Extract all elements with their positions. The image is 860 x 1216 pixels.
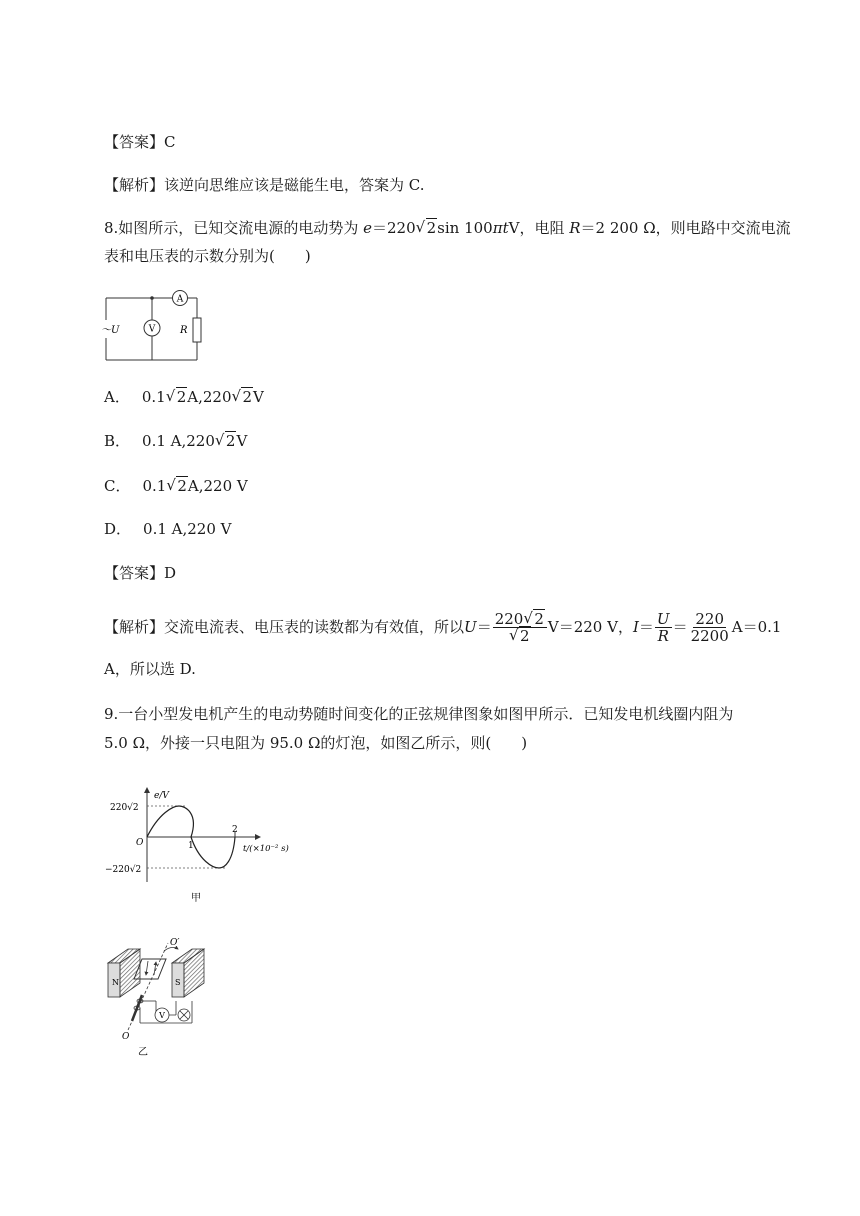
x-tick-1-label: 1 — [188, 841, 194, 851]
resistor-box — [193, 318, 201, 342]
graph-caption: 甲 — [191, 893, 201, 904]
fraction-numerator: 220 — [695, 609, 724, 628]
coil-current-arrow — [146, 961, 148, 975]
sqrt-value: 2 — [520, 626, 530, 645]
explanation-text: 该逆向思维应该是磁能生电，答案为 C. — [164, 176, 425, 194]
question-text: 5.0 Ω，外接一只电阻为 95.0 Ω的灯泡，如图乙所示，则( — [104, 734, 492, 752]
sqrt-value: 2 — [242, 388, 253, 406]
sqrt-symbol — [524, 611, 545, 627]
question-text: ) — [304, 247, 311, 265]
answer-value: C — [164, 133, 176, 151]
question-text: 9.一台小型发电机产生的电动势随时间变化的正弦规律图象如图甲所示．已知发电机线圈内阻为 — [104, 705, 734, 723]
fraction — [655, 611, 672, 644]
y-min-label: −220√2 — [105, 865, 142, 875]
explanation-text: A，所以选 D. — [104, 660, 196, 678]
option-text: V — [236, 432, 248, 450]
answer-value: D — [164, 564, 177, 582]
option-text: V — [253, 388, 264, 406]
explanation-8-line-2 — [104, 659, 196, 679]
sqrt-symbol — [510, 628, 531, 644]
answer-label: 【答案】 — [104, 564, 165, 582]
explanation-label: 【解析】 — [104, 176, 165, 194]
current-variable: I — [632, 618, 639, 636]
junction-dot — [150, 296, 154, 300]
sqrt-value: 2 — [176, 388, 187, 406]
option-a — [104, 387, 264, 407]
question-9-line-1 — [104, 704, 733, 724]
question-text: ) — [521, 734, 528, 752]
x-tick-2-label: 2 — [232, 825, 238, 835]
fraction-denominator — [507, 628, 533, 644]
option-b — [104, 431, 247, 451]
option-label: B． — [104, 432, 131, 450]
axis-bottom-label: O — [122, 1032, 130, 1042]
equation-part: V，电阻 — [508, 219, 570, 237]
fraction-numerator — [493, 611, 547, 628]
s-pole-label: S — [175, 978, 181, 987]
equation-part: sin 100 — [437, 219, 493, 237]
fraction-numerator: U — [656, 609, 670, 628]
sqrt-symbol — [216, 431, 237, 451]
pi-symbol: π — [492, 219, 503, 237]
resistance-variable: R — [569, 219, 581, 237]
option-text: A,220 V — [187, 477, 248, 495]
equation-part: A＝0.1 — [731, 618, 782, 636]
sqrt-value: 2 — [534, 609, 544, 628]
fraction-denominator: 2200 — [690, 626, 729, 645]
option-text: 0.1 — [141, 388, 166, 406]
fraction — [493, 611, 547, 644]
emf-time-graph — [100, 782, 300, 907]
y-max-label: 220√2 — [110, 803, 139, 813]
answer-7 — [104, 132, 176, 152]
option-label: C． — [104, 477, 131, 495]
option-d — [104, 519, 232, 539]
sqrt-symbol — [417, 218, 438, 238]
option-text: 0.1 A,220 V — [143, 520, 232, 538]
explanation-7 — [104, 175, 425, 195]
question-text: 8.如图所示，已知交流电源的电动势为 — [104, 219, 364, 237]
sqrt-value: 2 — [426, 219, 437, 237]
emf-variable: e — [363, 219, 372, 237]
equation-part: ＝2 200 Ω，则电路中交流电流 — [580, 219, 791, 237]
numerator-value: 220 — [494, 609, 524, 628]
option-label: D． — [104, 520, 132, 538]
resistor-label: R — [180, 325, 188, 336]
voltage-variable: U — [464, 618, 477, 636]
equation-part: ＝220 — [371, 219, 416, 237]
n-pole-label: N — [112, 978, 119, 987]
explanation-8-line-1 — [104, 607, 781, 647]
x-axis-label: t/(×10⁻² s) — [243, 844, 289, 854]
question-8-line-1 — [104, 218, 791, 238]
axis-top-label: O′ — [170, 938, 180, 948]
option-text: 0.1 — [142, 477, 167, 495]
generator-caption: 乙 — [138, 1047, 148, 1058]
explanation-text: 交流电流表、电压表的读数都为有效值，所以 — [164, 618, 465, 636]
time-variable: t — [502, 219, 509, 237]
answer-8 — [104, 563, 176, 583]
ammeter-label: A — [176, 294, 184, 305]
question-8-line-2 — [104, 246, 311, 266]
option-text: 0.1 A,220 — [142, 432, 215, 450]
answer-label: 【答案】 — [104, 133, 165, 151]
generator-diagram — [100, 935, 220, 1060]
option-text: A,220 — [187, 388, 232, 406]
equation-part: ＝ — [672, 618, 688, 636]
circuit-diagram — [100, 290, 210, 365]
equation-part: V＝220 V， — [547, 618, 633, 636]
source-label: ～U — [101, 325, 120, 336]
sqrt-symbol — [167, 476, 188, 496]
sqrt-value: 2 — [225, 432, 236, 450]
fraction-denominator: R — [657, 626, 669, 645]
origin-label: O — [136, 838, 144, 848]
sqrt-value: 2 — [177, 477, 187, 495]
voltmeter-label: V — [148, 324, 156, 335]
fraction — [689, 611, 731, 644]
sqrt-symbol — [167, 387, 188, 407]
question-text: 表和电压表的示数分别为( — [104, 247, 275, 265]
option-label: A． — [104, 388, 130, 406]
equation-part: ＝ — [638, 618, 654, 636]
voltmeter-label: V — [159, 1011, 165, 1020]
equation-part: ＝ — [476, 618, 492, 636]
y-axis-label: e/V — [154, 791, 169, 801]
question-9-line-2 — [104, 733, 527, 753]
option-c — [104, 476, 248, 496]
explanation-label: 【解析】 — [104, 618, 165, 636]
sqrt-symbol — [232, 387, 253, 407]
